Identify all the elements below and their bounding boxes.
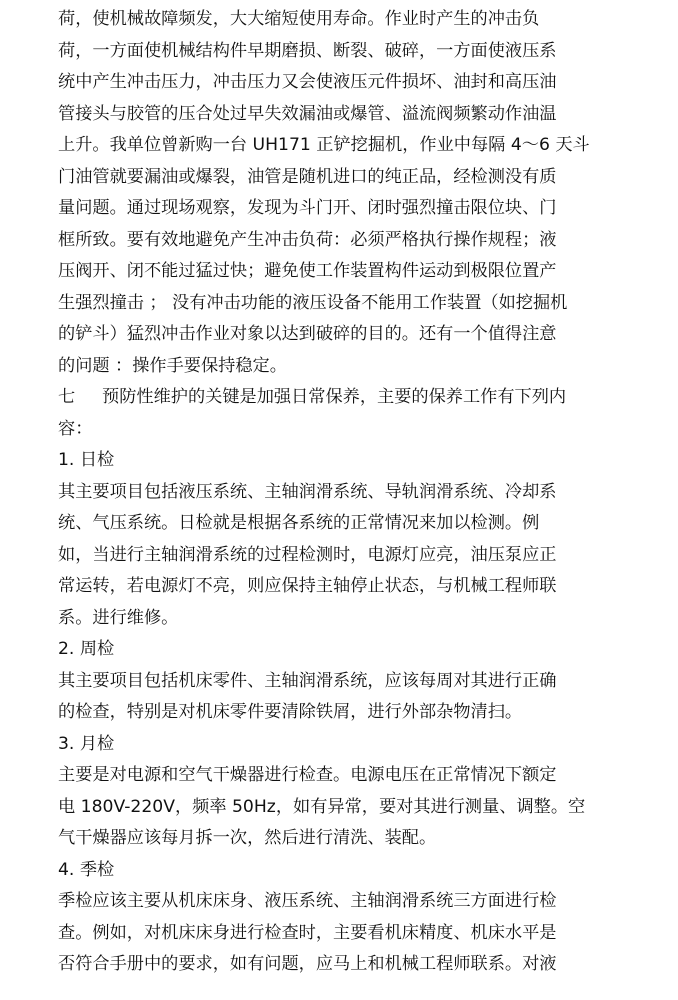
- text-line: 其主要项目包括液压系统、主轴润滑系统、导轨润滑系统、冷却系: [58, 481, 557, 502]
- text-line: 的检查，特别是对机床零件要清除铁屑，进行外部杂物清扫。: [58, 702, 523, 722]
- section-number: 七: [58, 387, 76, 407]
- monthly-check-heading: 3. 月检: [58, 733, 115, 754]
- section-seven: [58, 382, 648, 445]
- monthly-check-section: [58, 729, 648, 855]
- weekly-check-section: [58, 634, 648, 729]
- text-line: 压阀开、闭不能过猛过快；避免使工作装置构件运动到极限位置产: [58, 261, 557, 281]
- daily-check-heading: 1. 日检: [58, 450, 115, 470]
- quarterly-check-heading: 4. 季检: [58, 859, 115, 880]
- text-line: 其主要项目包括机床零件、主轴润滑系统，应该每周对其进行正确: [58, 670, 557, 691]
- text-line: 系。进行维修。: [58, 607, 179, 628]
- text-line: 否符合手册中的要求，如有问题，应马上和机械工程师联系。对液: [58, 954, 557, 974]
- text-line: 荷，使机械故障频发，大大缩短使用寿命。作业时产生的冲击负: [58, 9, 540, 29]
- text-line: 容：: [58, 418, 93, 439]
- text-line: 查。例如，对机床床身进行检查时，主要看机床精度、机床水平是: [58, 922, 557, 943]
- quarterly-check-section: [58, 855, 648, 981]
- section-seven-text: 预防性维护的关键是加强日常保养，主要的保养工作有下列内: [102, 387, 567, 407]
- text-line: 主要是对电源和空气干燥器进行检查。电源电压在正常情况下额定: [58, 765, 557, 785]
- text-line: 的铲斗）猛烈冲击作业对象以达到破碎的目的。还有一个值得注意: [58, 324, 557, 344]
- text-line: 框所致。要有效地避免产生冲击负荷：必须严格执行操作规程；液: [58, 229, 557, 250]
- section-seven-heading-line: [58, 382, 648, 414]
- text-line: 生强烈撞击 ； 没有冲击功能的液压设备不能用工作装置（如挖掘机: [58, 292, 568, 313]
- text-line: 季检应该主要从机床床身、液压系统、主轴润滑系统三方面进行检: [58, 891, 557, 911]
- impact-load-paragraph: [58, 4, 648, 382]
- text-line: 如，当进行主轴润滑系统的过程检测时，电源灯应亮，油压泵应正: [58, 544, 557, 565]
- weekly-check-heading: 2. 周检: [58, 639, 115, 659]
- text-line: 电 180V-220V，频率 50Hz，如有异常，要对其进行测量、调整。空: [58, 796, 586, 817]
- text-line: 统中产生冲击压力，冲击压力又会使液压元件损坏、油封和高压油: [58, 72, 557, 92]
- daily-check-section: [58, 445, 648, 634]
- text-line: 上升。我单位曾新购一台 UH171 正铲挖掘机，作业中每隔 4～6 天斗: [58, 135, 590, 155]
- document-body: [58, 4, 648, 981]
- text-line: 管接头与胶管的压合处过早失效漏油或爆管、溢流阀频繁动作油温: [58, 103, 557, 124]
- text-line: 荷，一方面使机械结构件早期磨损、断裂、破碎，一方面使液压系: [58, 40, 557, 61]
- text-line: 的问题 ：操作手要保持稳定。: [58, 355, 287, 376]
- text-line: 统、气压系统。日检就是根据各系统的正常情况来加以检测。例: [58, 513, 540, 533]
- text-line: 量问题。通过现场观察，发现为斗门开、闭时强烈撞击限位块、门: [58, 198, 557, 218]
- text-line: 门油管就要漏油或爆裂，油管是随机进口的纯正品，经检测没有质: [58, 166, 557, 187]
- text-line: 常运转，若电源灯不亮，则应保持主轴停止状态，与机械工程师联: [58, 576, 557, 596]
- text-line: 气干燥器应该每月拆一次，然后进行清洗、装配。: [58, 828, 437, 848]
